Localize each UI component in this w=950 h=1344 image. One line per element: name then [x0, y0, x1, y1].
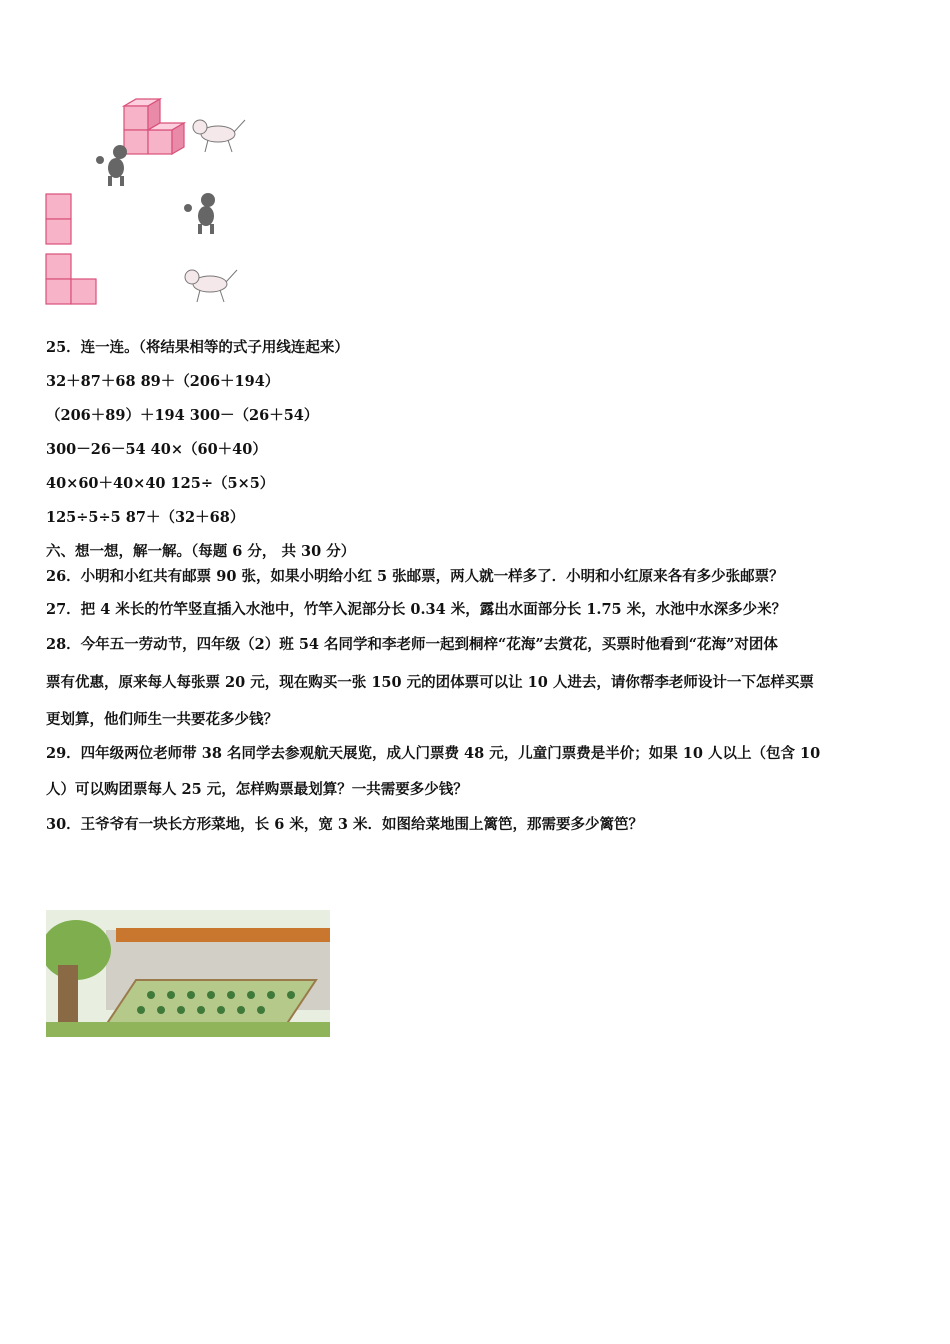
monkey-icon	[184, 193, 215, 234]
cube-view-figure	[40, 92, 260, 312]
section-6-title: 六、想一想，解一解。（每题 6 分， 共 30 分）	[46, 543, 356, 560]
back-fence	[116, 928, 330, 942]
question-26: 26．小明和小红共有邮票 90 张，如果小明给小红 5 张邮票，两人就一样多了．小明和小红原来各有多少张邮票？	[46, 568, 784, 585]
q25-row-2: （206＋89）＋194 300－（26＋54）	[46, 407, 319, 424]
side-view-shape	[46, 254, 96, 304]
question-28-line-1: 28．今年五一劳动节，四年级（2）班 54 名同学和李老师一起到桐梓“花海”去赏花，买票时他看到“花海”对团体	[46, 636, 778, 653]
question-29-line-2: 人）可以购团票每人 25 元，怎样购票最划算？一共需要多少钱？	[46, 781, 468, 798]
front-view-shape	[46, 194, 71, 244]
vegetable-plot	[106, 980, 316, 1025]
dog-icon	[193, 120, 245, 152]
q25-row-5: 125÷5÷5 87＋（32＋68）	[46, 509, 245, 526]
question-28-line-2: 票有优惠，原来每人每张票 20 元，现在购买一张 150 元的团体票可以让 10 人进去，请你帮李老师设计一下怎样买票	[46, 674, 814, 691]
cube-stack	[124, 99, 184, 154]
question-27: 27．把 4 米长的竹竿竖直插入水池中，竹竿入泥部分长 0.34 米，露出水面部分长 1.75 米，水池中水深多少米？	[46, 601, 787, 618]
garden-illustration	[46, 910, 330, 1037]
q25-row-3: 300－26－54 40×（60＋40）	[46, 441, 267, 458]
q25-row-1: 32＋87＋68 89＋（206＋194）	[46, 373, 280, 390]
q25-row-4: 40×60＋40×40 125÷（5×5）	[46, 475, 275, 492]
question-28-line-3: 更划算，他们师生一共要花多少钱？	[46, 711, 278, 728]
monkey-icon	[96, 145, 127, 186]
question-29-line-1: 29．四年级两位老师带 38 名同学去参观航天展览，成人门票费 48 元，儿童门票费是半价；如果 10 人以上（包含 10	[46, 745, 821, 762]
q25-title: 25．连一连。（将结果相等的式子用线连起来）	[46, 339, 349, 356]
question-30: 30．王爷爷有一块长方形菜地，长 6 米，宽 3 米．如图给菜地围上篱笆，那需要多少篱笆？	[46, 816, 644, 833]
dog-icon	[185, 270, 237, 302]
